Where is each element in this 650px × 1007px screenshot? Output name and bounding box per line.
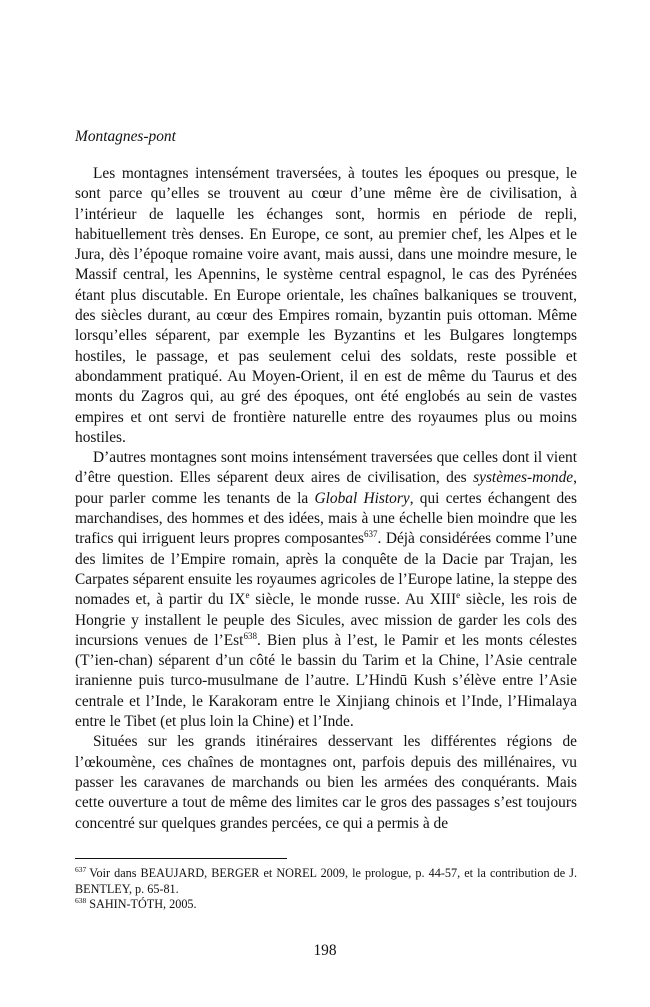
paragraph [75,448,577,732]
footnote-ref: e [456,590,461,601]
paragraph [75,732,577,833]
italic-text: Global History [314,489,410,507]
text-run: Situées sur les grands itinéraires desservant les différentes régions de l’œkoumène, ces chaînes de montagnes ont, parfois depuis des millénaires, vu passer les caravanes de marchands ou bien les armées des conquérants. Mais cette ouverture a tout de même des limites car le gros des passages s’est toujours concentré sur quelques grandes percées, ce qui a permis à de [75,733,577,832]
footnote-ref: 637 [364,529,378,540]
body-text [75,164,577,834]
text-run: D’autres montagnes sont moins intensément traversées que celles dont il vient d’être question. Elles séparent deux aires de civilisation, des [75,449,577,487]
footnote [75,866,577,897]
footnote [75,897,577,913]
text-run: Les montagnes intensément traversées, à toutes les époques ou presque, le sont parce qu’elles se trouvent au cœur d’une même ère de civilisation, à l’intérieur de laquelle les échanges sont, hormis en période de repli, habituellement très denses. En Europe, ce sont, au premier chef, les Alpes et le Jura, dès l’époque romaine voire avant, mais aussi, dans une moindre mesure, le Massif central, les Apennins, le système central espagnol, le cas des Pyrénées étant plus discutable. En Europe orientale, les chaînes balkaniques se trouvent, des siècles durant, au cœur des Empires romain, byzantin puis ottoman. Même lorsqu’elles séparent, par exemple les Byzantins et les Bulgares longtemps hostiles, le passage, et pas seulement celui des soldats, reste possible et abondamment pratiqué. Au Moyen-Orient, il en est de même du Taurus et des monts du Zagros qui, au gré des époques, ont été englobés au sein de vastes empires et ont servi de frontière naturelle entre des royaumes plus ou moins hostiles. [75,165,577,446]
paragraph [75,164,577,448]
text-run: siècle, les rois de Hongrie y installent le peuple des Sicules, avec mission de garder les cols des incursions venues de l’Est [75,591,577,649]
footnote-number: 637 [75,864,87,874]
footnote-separator [75,858,287,859]
italic-text: systèmes-monde [473,469,574,487]
footnotes [75,866,577,913]
footnote-number: 638 [75,895,87,905]
text-run: . Déjà considérées comme l’une des limites de l’Empire romain, après la conquête de la Dacie par Trajan, les Carpates séparent ensuite les royaumes agricoles de l’Europe latine, la steppe des nomades et, à partir du IX [75,530,577,609]
text-run: , pour parler comme les tenants de la [75,469,577,507]
section-title: Montagnes-pont [75,128,176,145]
page-number: 198 [313,942,337,959]
text-run: . Bien plus à l’est, le Pamir et les monts célestes (T’ien-chan) séparent d’un côté le bassin du Tarim et la Chine, l’Asie centrale iranienne puis turco-musulmane de l’autre. L’Hindū Kush s’élève entre l’Asie centrale et l’Inde, le Karakoram entre le Xinjiang chinois et l’Inde, l’Himalaya entre le Tibet (et plus loin la Chine) et l’Inde. [75,631,577,731]
footnote-ref: e [245,590,250,601]
text-run: , qui certes échangent des marchandises, des hommes et des idées, mais à une échelle bien moindre que les trafics qui irriguent leurs propres composantes [75,489,577,548]
footnote-text: Voir dans BEAUJARD, BERGER et NOREL 2009, le prologue, p. 44-57, et la contribution de J. BENTLEY, p. 65-81. [75,866,577,896]
footnote-text: SAHIN-TÓTH, 2005. [89,897,197,911]
footnote-ref: 638 [243,630,257,641]
text-run: siècle, le monde russe. Au XIII [249,591,457,609]
